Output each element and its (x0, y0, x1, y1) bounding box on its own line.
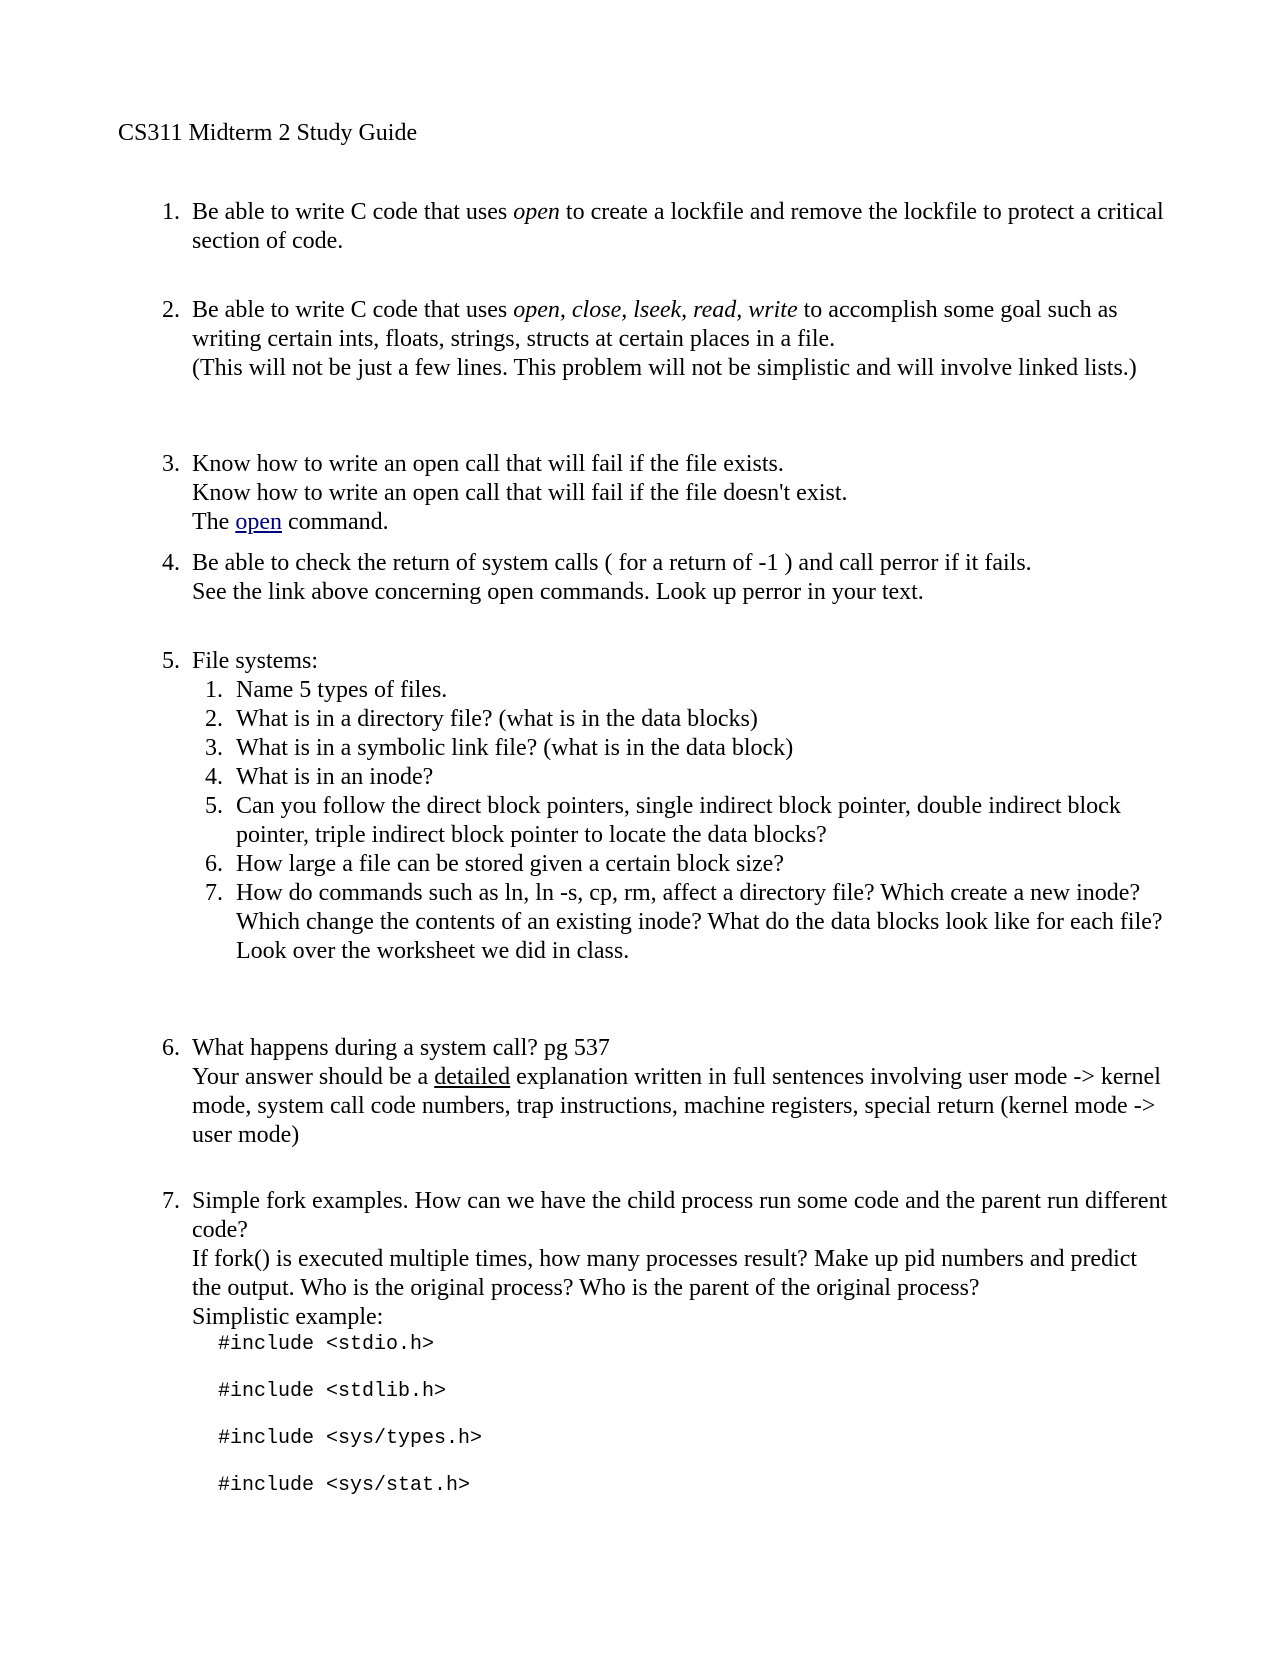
sub-item-7 (205, 879, 1172, 966)
emphasis: open (513, 199, 560, 225)
item-line: Simple fork examples. How can we have the child process run some code and the parent run different code? (192, 1188, 1168, 1243)
sub-item-1 (205, 676, 1172, 705)
sub-item-text: What is in a directory file? (what is in the data blocks) (236, 706, 758, 732)
list-item-4 (162, 549, 1172, 607)
item-line: Your answer should be a detailed explanation written in full sentences involving user mode -> kernel mode, system call code numbers, trap instructions, machine registers, special return (kernel mode -> user mode) (192, 1064, 1161, 1148)
list-item-2 (162, 296, 1172, 383)
sub-item-note: Look over the worksheet we did in class. (236, 938, 630, 964)
item-number: 4. (162, 550, 180, 576)
sub-item-number: 1. (205, 677, 223, 703)
sub-item-text: Name 5 types of files. (236, 677, 448, 703)
item-line: If fork() is executed multiple times, how many processes result? Make up pid numbers and predict the output. Who is the original process? Who is the parent of the original process? (192, 1246, 1138, 1301)
list-item-5 (162, 647, 1172, 966)
list-item-6 (162, 1034, 1172, 1150)
sub-item-text: Can you follow the direct block pointers, single indirect block pointer, double indirect block pointer, triple indirect block pointer to locate the data blocks? (236, 793, 1121, 848)
sub-item-number: 5. (205, 793, 223, 819)
code-line: #include <stdio.h> (218, 1333, 435, 1356)
sub-item-number: 7. (205, 880, 223, 906)
item-text: Be able to write C code that uses open, close, lseek, read, write to accomplish some goal such as writing certain ints, floats, strings, structs at certain places in a file. (192, 297, 1118, 352)
item-heading: File systems: (192, 648, 319, 674)
item-line: Simplistic example: (192, 1304, 384, 1330)
sub-item-text: How do commands such as ln, ln -s, cp, rm, affect a directory file? Which create a new inode? Which change the contents of an existing inode? What do the data blocks look like for each file? (236, 880, 1163, 935)
sub-item-4 (205, 763, 1172, 792)
sub-item-text: What is in an inode? (236, 764, 434, 790)
sub-item-6 (205, 850, 1172, 879)
item-number: 6. (162, 1035, 180, 1061)
document-title: CS311 Midterm 2 Study Guide (118, 120, 418, 146)
code-line: #include <sys/types.h> (218, 1427, 483, 1450)
sub-item-2 (205, 705, 1172, 734)
sub-item-number: 3. (205, 735, 223, 761)
item-number: 7. (162, 1188, 180, 1214)
item-text: Be able to write C code that uses open to create a lockfile and remove the lockfile to protect a critical section of code. (192, 199, 1164, 254)
item-number: 3. (162, 451, 180, 477)
list-item-1 (162, 198, 1172, 256)
sub-item-text: What is in a symbolic link file? (what is in the data block) (236, 735, 794, 761)
item-line: See the link above concerning open commands. Look up perror in your text. (192, 579, 924, 605)
sub-item-5 (205, 792, 1172, 850)
underlined-word: detailed (434, 1064, 511, 1090)
item-line: The open command. (192, 509, 389, 535)
item-line: Know how to write an open call that will fail if the file exists. (192, 451, 784, 477)
item-number: 5. (162, 648, 180, 674)
sub-item-number: 2. (205, 706, 223, 732)
item-note: (This will not be just a few lines. This problem will not be simplistic and will involve linked lists.) (192, 355, 1137, 381)
list-item-7 (162, 1187, 1172, 1332)
item-line: What happens during a system call? pg 537 (192, 1035, 610, 1061)
item-line: Be able to check the return of system calls ( for a return of -1 ) and call perror if it fails. (192, 550, 1032, 576)
item-number: 2. (162, 297, 180, 323)
sub-item-3 (205, 734, 1172, 763)
sub-item-number: 6. (205, 851, 223, 877)
list-item-3 (162, 450, 1172, 537)
sub-item-number: 4. (205, 764, 223, 790)
open-link[interactable]: open (235, 509, 282, 535)
code-line: #include <stdlib.h> (218, 1380, 447, 1403)
sub-item-text: How large a file can be stored given a certain block size? (236, 851, 784, 877)
item-number: 1. (162, 199, 180, 225)
emphasis: open, close, lseek, read, write (513, 297, 798, 323)
item-line: Know how to write an open call that will fail if the file doesn't exist. (192, 480, 848, 506)
code-line: #include <sys/stat.h> (218, 1474, 471, 1497)
